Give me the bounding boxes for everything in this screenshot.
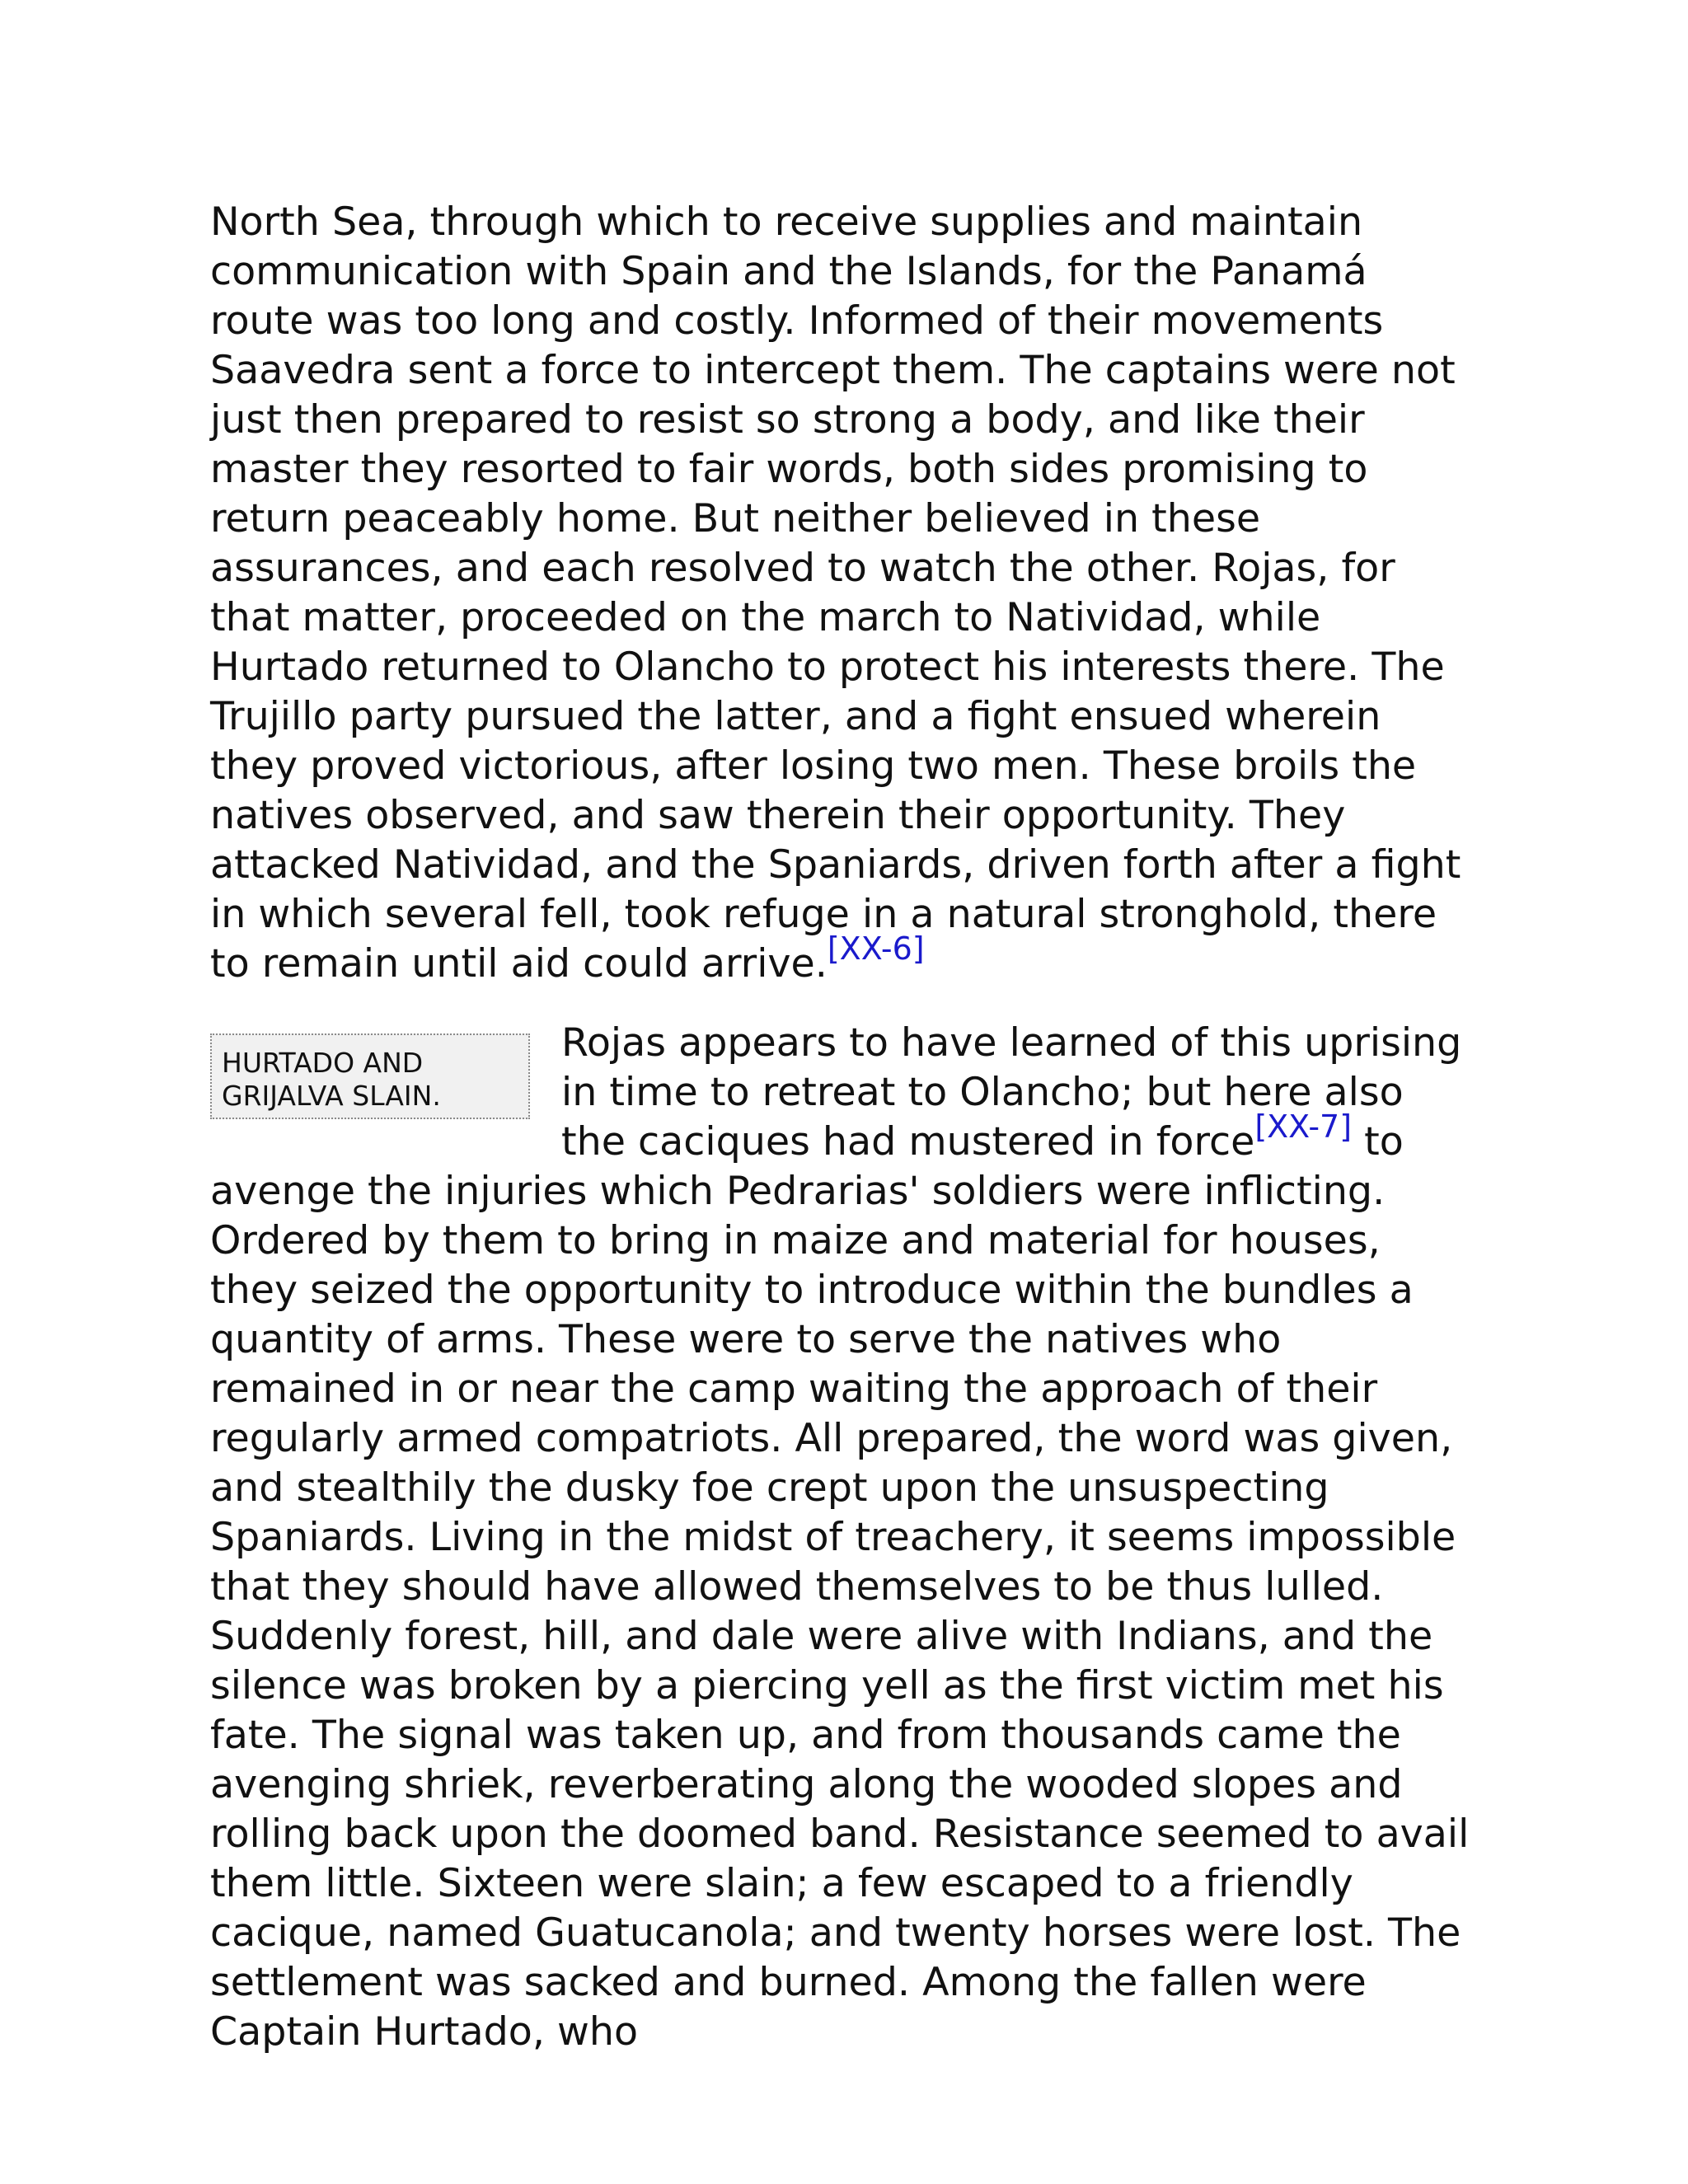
paragraph-2 — [210, 1019, 1479, 2057]
paragraph-2-text-after: to avenge the injuries which Pedrarias' soldiers were inflicting. Ordered by them to bring in maize and material for houses, they seized the opportunity to introduce within the bundles a quantity of arms. These were to serve the natives who remained in or near the camp waiting the approach of their regularly armed compatriots. All prepared, the word was given, and stealthily the dusky foe crept upon the unsuspecting Spaniards. Living in the midst of treachery, it seems impossible that they should have allowed themselves to be thus lulled. Suddenly forest, hill, and dale were alive with Indians, and the silence was broken by a piercing yell as the first victim met his fate. The signal was taken up, and from thousands came the avenging shriek, reverberating along the wooded slopes and rolling back upon the doomed band. Resistance seemed to avail them little. Sixteen were slain; a few escaped to a friendly cacique, named Guatucanola; and twenty horses were lost. The settlement was sacked and burned. Among the fallen were Captain Hurtado, who — [210, 1119, 1470, 2055]
sidenote-line-2: GRIJALVA SLAIN. — [222, 1080, 441, 1112]
sidenote — [210, 1033, 530, 1119]
document-page — [210, 198, 1479, 2057]
paragraph-1 — [210, 198, 1479, 989]
footnote-link-xx-6[interactable]: [XX-6] — [827, 930, 925, 968]
sidenote-line-1: HURTADO AND — [222, 1047, 424, 1079]
paragraph-1-text: North Sea, through which to receive supplies and maintain communication with Spain and the Islands, for the Panamá route was too long and costly. Informed of their movements Saavedra sent a force to intercept them. The captains were not just then prepared to resist so strong a body, and like their master they resorted to fair words, both sides promising to return peaceably home. But neither believed in these assurances, and each resolved to watch the other. Rojas, for that matter, proceeded on the march to Natividad, while Hurtado returned to Olancho to protect his interests there. The Trujillo party pursued the latter, and a fight ensued wherein they proved victorious, after losing two men. These broils the natives observed, and saw therein their opportunity. They attacked Natividad, and the Spaniards, driven forth after a fight in which several fell, took refuge in a natural stronghold, there to remain until aid could arrive. — [210, 199, 1461, 987]
paragraph-2-text-before: Rojas appears to have learned of this uprising in time to retreat to Olancho; but here also the caciques had mustered in force — [561, 1020, 1462, 1165]
footnote-link-xx-7[interactable]: [XX-7] — [1254, 1108, 1353, 1146]
